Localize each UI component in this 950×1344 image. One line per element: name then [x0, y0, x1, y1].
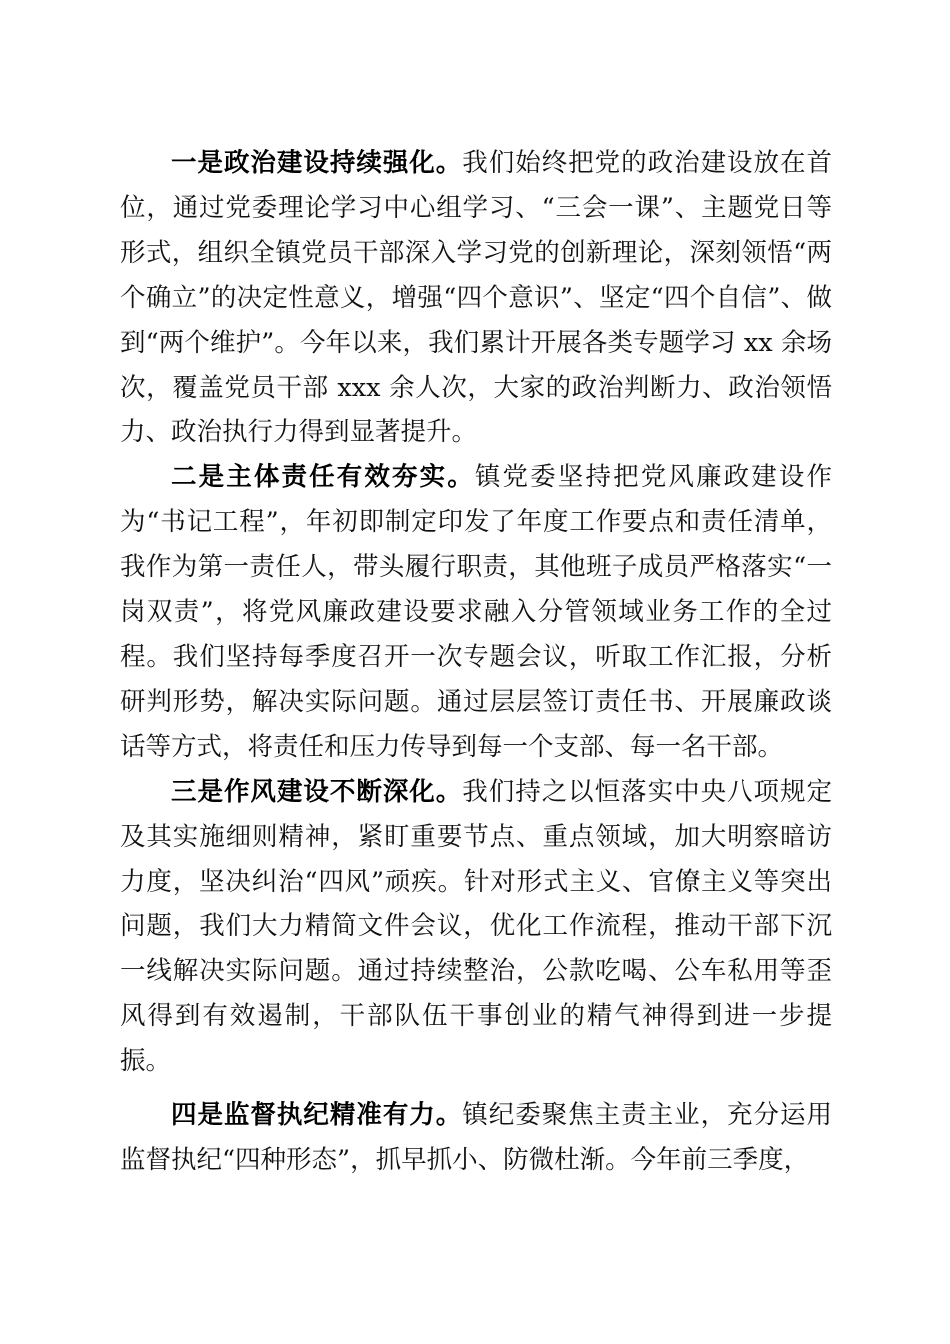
paragraph-text: 镇党委坚持把党风廉政建设作为“书记工程”，年初即制定印发了年度工作要点和责任清单，我作为第一责任人，带头履行职责，其他班子成员严格落实“一岗双责”，将党风廉政建设要求融入分管领域业务工作的全过程。我们坚持每季度召开一次专题会议，听取工作汇报，分析研判形势，解决实际问题。通过层层签订责任书、开展廉政谈话等方式，将责任和压力传导到每一个支部、每一名干部。	[120, 462, 832, 762]
paragraph-text: 我们持之以恒落实中央八项规定及其实施细则精神，紧盯重要节点、重点领域，加大明察暗访力度，坚决纠治“四风”顽疾。针对形式主义、官僚主义等突出问题，我们大力精简文件会议，优化工作流程，推动干部下沉一线解决实际问题。通过持续整治，公款吃喝、公车私用等歪风得到有效遏制，干部队伍干事创业的精气神得到进一步提振。	[120, 776, 832, 1077]
paragraph-text: 镇纪委聚焦主责主业，充分运用监督执纪“四种形态”，抓早抓小、防微杜渐。今年前三季度，	[120, 1100, 832, 1175]
paragraph-heading: 四是监督执纪精准有力。	[171, 1100, 463, 1131]
paragraph-political-building	[120, 141, 832, 455]
paragraph-heading: 一是政治建设持续强化。	[171, 148, 463, 178]
paragraph-heading: 二是主体责任有效夯实。	[171, 462, 475, 493]
paragraph-supervision-discipline	[120, 1093, 832, 1183]
paragraph-heading: 三是作风建设不断深化。	[171, 776, 463, 807]
document-body	[120, 141, 832, 1183]
paragraph-main-responsibility	[120, 455, 832, 769]
paragraph-text: 我们始终把党的政治建设放在首位，通过党委理论学习中心组学习、“三会一课”、主题党日等形式，组织全镇党员干部深入学习党的创新理论，深刻领悟“两个确立”的决定性意义，增强“四个意识”、坚定“四个自信”、做到“两个维护”。今年以来，我们累计开展各类专题学习 xx 余场次，覆盖党员干部 xxx 余人次，大家的政治判断力、政治领悟力、政治执行力得到显著提升。	[120, 148, 832, 448]
paragraph-work-style	[120, 770, 832, 1084]
